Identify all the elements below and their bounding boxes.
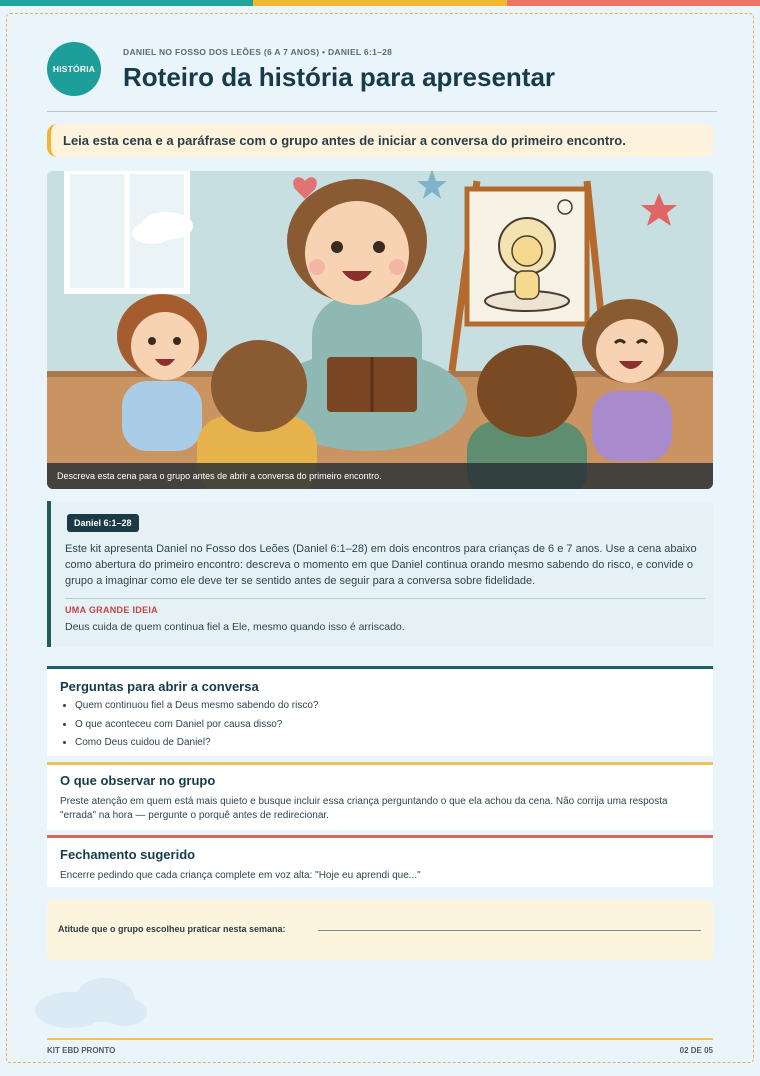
list-item: • Quem continuou fiel a Deus mesmo sabendo do risco? (75, 697, 318, 716)
instruction-callout: Leia esta cena e a paráfrase com o grupo antes de iniciar a conversa do primeiro encontro. (47, 124, 713, 157)
page-header (47, 42, 713, 98)
questions-list (75, 697, 318, 753)
closing-card (47, 835, 713, 887)
verse-reference: Daniel 6:1–28 (67, 514, 139, 532)
questions-title: Perguntas para abrir a conversa (60, 679, 259, 694)
observe-title: O que observar no grupo (60, 773, 216, 788)
commitment-write-line[interactable] (318, 930, 701, 931)
header-divider (47, 111, 717, 112)
cloud-decoration (30, 970, 150, 1030)
story-illustration (47, 171, 713, 489)
verse-paraphrase: Este kit apresenta Daniel no Fosso dos Leões (Daniel 6:1–28) em dois encontros para crianças de 6 e 7 anos. Use a cena abaixo como abertura do primeiro encontro: descreva o momento em que Daniel continua orando mesmo sabendo do risco, e convide o grupo a imaginar como ele deve ter se sentido antes de seguir para a conversa sobre fidelidade. (65, 543, 697, 587)
page-number: 02 DE 05 (679, 1046, 713, 1055)
list-item: • Como Deus cuidou de Daniel? (75, 734, 318, 753)
footer-brand: KIT EBD PRONTO (47, 1046, 116, 1055)
big-idea-text: Deus cuida de quem continua fiel a Ele, mesmo quando isso é arriscado. (65, 621, 405, 633)
verse-divider (65, 598, 705, 599)
big-idea-label: UMA GRANDE IDEIA (65, 605, 158, 615)
scene-caption: Descreva esta cena para o grupo antes de abrir a conversa do primeiro encontro. (47, 463, 713, 489)
section-badge: HISTÓRIA (47, 42, 101, 96)
list-item: • O que aconteceu com Daniel por causa disso? (75, 716, 318, 735)
observe-text: Preste atenção em quem está mais quieto e busque incluir essa criança perguntando o que ela achou da cena. Não corrija uma resposta "errada" na hora — pergunte o porquê antes de redirecionar. (60, 796, 668, 821)
closing-title: Fechamento sugerido (60, 847, 196, 862)
verse-box (47, 501, 713, 647)
page-kicker: DANIEL NO FOSSO DOS LEÕES (6 A 7 ANOS) • DANIEL 6:1–28 (123, 47, 393, 57)
classroom-scene (47, 171, 713, 489)
window (67, 171, 193, 291)
footer-divider (47, 1038, 713, 1040)
commitment-box (47, 900, 713, 960)
observe-card (47, 762, 713, 830)
commitment-label: Atitude que o grupo escolheu praticar nesta semana: (58, 924, 286, 934)
page-title: Roteiro da história para apresentar (123, 62, 556, 92)
top-color-stripe (0, 0, 760, 6)
questions-card (47, 666, 713, 756)
closing-text: Encerre pedindo que cada criança complete em voz alta: "Hoje eu aprendi que..." (60, 870, 421, 881)
